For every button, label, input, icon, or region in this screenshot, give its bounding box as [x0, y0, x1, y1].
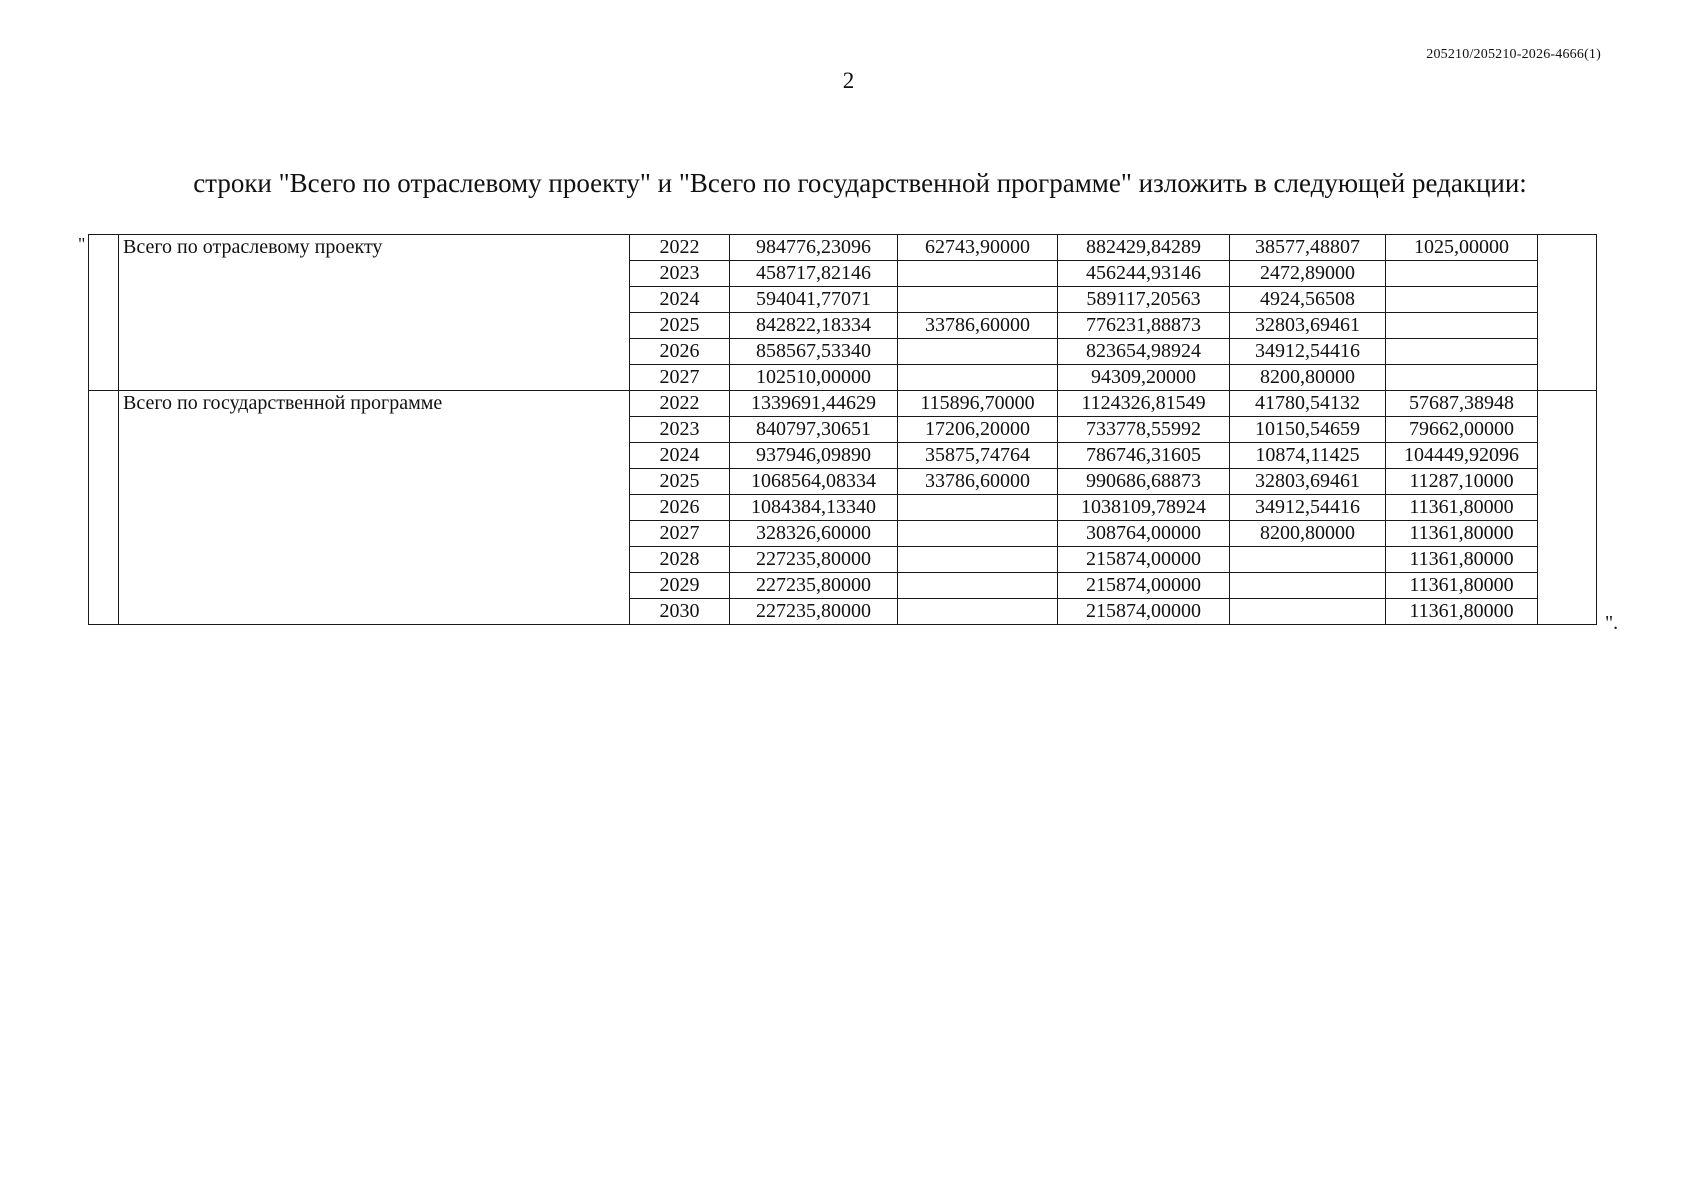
extrabudget-cell: 1025,00000 — [1386, 235, 1538, 261]
year-cell: 2027 — [630, 365, 730, 391]
local-budget-cell: 8200,80000 — [1230, 365, 1386, 391]
local-budget-cell: 32803,69461 — [1230, 313, 1386, 339]
year-cell: 2023 — [630, 261, 730, 287]
total-cell: 984776,23096 — [730, 235, 898, 261]
federal-budget-cell — [898, 365, 1058, 391]
local-budget-cell: 10150,54659 — [1230, 417, 1386, 443]
extrabudget-cell: 57687,38948 — [1386, 391, 1538, 417]
row-number-cell — [89, 235, 119, 391]
year-cell: 2024 — [630, 443, 730, 469]
extrabudget-cell: 11361,80000 — [1386, 521, 1538, 547]
regional-budget-cell: 1124326,81549 — [1058, 391, 1230, 417]
federal-budget-cell: 115896,70000 — [898, 391, 1058, 417]
year-cell: 2025 — [630, 313, 730, 339]
total-cell: 102510,00000 — [730, 365, 898, 391]
local-budget-cell — [1230, 599, 1386, 625]
total-cell: 840797,30651 — [730, 417, 898, 443]
total-cell: 594041,77071 — [730, 287, 898, 313]
federal-budget-cell — [898, 521, 1058, 547]
local-budget-cell: 34912,54416 — [1230, 339, 1386, 365]
regional-budget-cell: 882429,84289 — [1058, 235, 1230, 261]
year-cell: 2025 — [630, 469, 730, 495]
extrabudget-cell — [1386, 365, 1538, 391]
group-name-cell: Всего по государственной программе — [119, 391, 630, 625]
regional-budget-cell: 589117,20563 — [1058, 287, 1230, 313]
total-cell: 1339691,44629 — [730, 391, 898, 417]
federal-budget-cell — [898, 261, 1058, 287]
federal-budget-cell — [898, 495, 1058, 521]
budget-table — [88, 234, 1597, 625]
local-budget-cell: 4924,56508 — [1230, 287, 1386, 313]
federal-budget-cell — [898, 339, 1058, 365]
regional-budget-cell: 308764,00000 — [1058, 521, 1230, 547]
group-name-cell: Всего по отраслевому проекту — [119, 235, 630, 391]
total-cell: 858567,53340 — [730, 339, 898, 365]
table-body — [89, 235, 1597, 625]
row-number-cell — [89, 391, 119, 625]
local-budget-cell: 41780,54132 — [1230, 391, 1386, 417]
year-cell: 2027 — [630, 521, 730, 547]
local-budget-cell: 2472,89000 — [1230, 261, 1386, 287]
federal-budget-cell: 33786,60000 — [898, 469, 1058, 495]
extrabudget-cell — [1386, 261, 1538, 287]
total-cell: 1084384,13340 — [730, 495, 898, 521]
total-cell: 937946,09890 — [730, 443, 898, 469]
regional-budget-cell: 776231,88873 — [1058, 313, 1230, 339]
document-id: 205210/205210-2026-4666(1) — [1426, 47, 1601, 62]
federal-budget-cell — [898, 573, 1058, 599]
extrabudget-cell: 79662,00000 — [1386, 417, 1538, 443]
year-cell: 2026 — [630, 339, 730, 365]
year-cell: 2022 — [630, 391, 730, 417]
year-cell: 2022 — [630, 235, 730, 261]
year-cell: 2029 — [630, 573, 730, 599]
extrabudget-cell — [1386, 313, 1538, 339]
extrabudget-cell — [1386, 287, 1538, 313]
table-row — [89, 235, 1597, 261]
closing-quote-mark: ". — [1605, 612, 1619, 634]
extrabudget-cell: 11287,10000 — [1386, 469, 1538, 495]
year-cell: 2023 — [630, 417, 730, 443]
regional-budget-cell: 215874,00000 — [1058, 547, 1230, 573]
regional-budget-cell: 456244,93146 — [1058, 261, 1230, 287]
trailing-empty-cell — [1538, 235, 1597, 391]
total-cell: 227235,80000 — [730, 599, 898, 625]
total-cell: 842822,18334 — [730, 313, 898, 339]
federal-budget-cell — [898, 287, 1058, 313]
regional-budget-cell: 215874,00000 — [1058, 573, 1230, 599]
federal-budget-cell: 62743,90000 — [898, 235, 1058, 261]
federal-budget-cell: 35875,74764 — [898, 443, 1058, 469]
total-cell: 328326,60000 — [730, 521, 898, 547]
section-heading: строки "Всего по отраслевому проекту" и "Всего по государственной программе" изложить в следующей редакции: — [193, 168, 1527, 198]
extrabudget-cell: 11361,80000 — [1386, 573, 1538, 599]
federal-budget-cell: 33786,60000 — [898, 313, 1058, 339]
local-budget-cell — [1230, 547, 1386, 573]
year-cell: 2028 — [630, 547, 730, 573]
regional-budget-cell: 990686,68873 — [1058, 469, 1230, 495]
table-row — [89, 391, 1597, 417]
regional-budget-cell: 1038109,78924 — [1058, 495, 1230, 521]
opening-quote-mark: " — [78, 234, 86, 254]
federal-budget-cell — [898, 547, 1058, 573]
local-budget-cell: 10874,11425 — [1230, 443, 1386, 469]
regional-budget-cell: 733778,55992 — [1058, 417, 1230, 443]
extrabudget-cell: 104449,92096 — [1386, 443, 1538, 469]
extrabudget-cell — [1386, 339, 1538, 365]
regional-budget-cell: 786746,31605 — [1058, 443, 1230, 469]
local-budget-cell: 32803,69461 — [1230, 469, 1386, 495]
extrabudget-cell: 11361,80000 — [1386, 495, 1538, 521]
year-cell: 2026 — [630, 495, 730, 521]
local-budget-cell — [1230, 573, 1386, 599]
total-cell: 458717,82146 — [730, 261, 898, 287]
local-budget-cell: 8200,80000 — [1230, 521, 1386, 547]
federal-budget-cell — [898, 599, 1058, 625]
regional-budget-cell: 823654,98924 — [1058, 339, 1230, 365]
regional-budget-cell: 215874,00000 — [1058, 599, 1230, 625]
federal-budget-cell: 17206,20000 — [898, 417, 1058, 443]
local-budget-cell: 38577,48807 — [1230, 235, 1386, 261]
total-cell: 227235,80000 — [730, 573, 898, 599]
extrabudget-cell: 11361,80000 — [1386, 547, 1538, 573]
total-cell: 227235,80000 — [730, 547, 898, 573]
page-number: 2 — [842, 68, 855, 93]
extrabudget-cell: 11361,80000 — [1386, 599, 1538, 625]
trailing-empty-cell — [1538, 391, 1597, 625]
year-cell: 2024 — [630, 287, 730, 313]
year-cell: 2030 — [630, 599, 730, 625]
regional-budget-cell: 94309,20000 — [1058, 365, 1230, 391]
local-budget-cell: 34912,54416 — [1230, 495, 1386, 521]
total-cell: 1068564,08334 — [730, 469, 898, 495]
